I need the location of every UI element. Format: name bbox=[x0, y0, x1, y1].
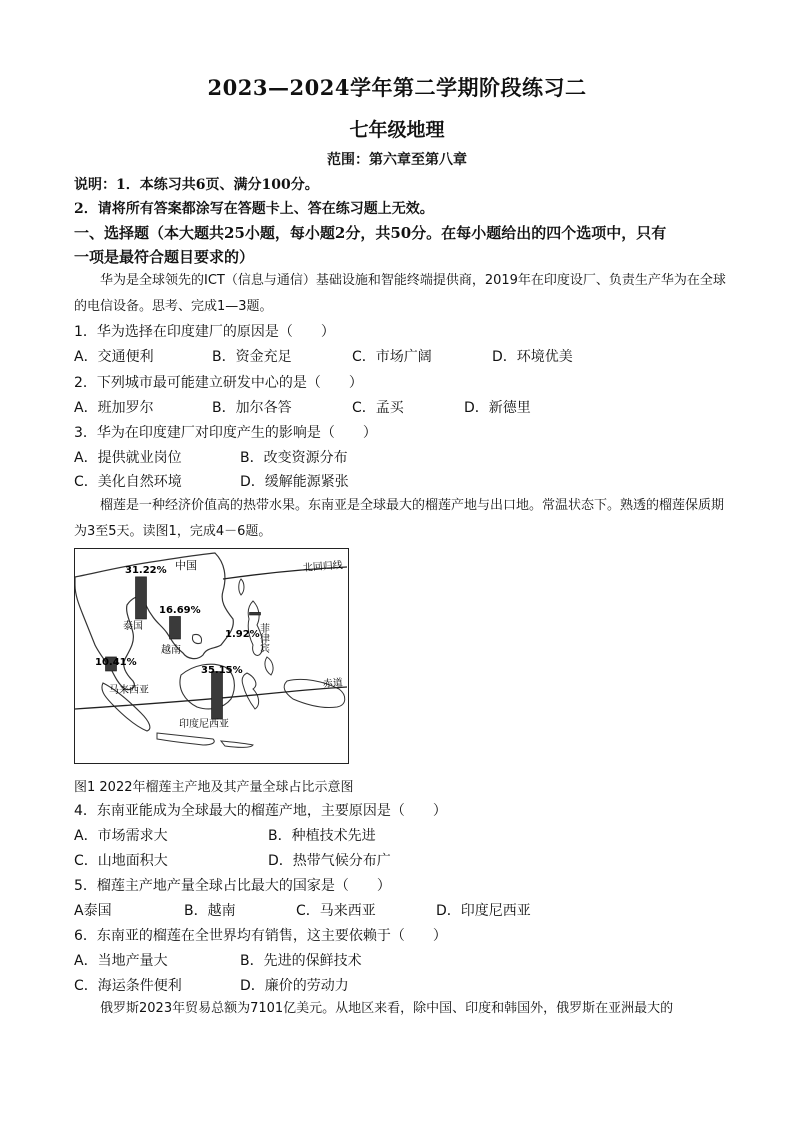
question-2: 2．下列城市最可能建立研发中心的是（ ） bbox=[74, 375, 363, 391]
question-2-options bbox=[74, 397, 531, 417]
bar-越南 bbox=[170, 616, 181, 639]
bar-value-label: 31.22% bbox=[125, 565, 167, 576]
section-heading-line-2: 一项是最符合题目要求的） bbox=[74, 248, 255, 266]
bar-泰国 bbox=[136, 577, 147, 619]
bar-value-label: 16.69% bbox=[159, 605, 201, 616]
q6-option-d: D．廉价的劳动力 bbox=[240, 978, 349, 994]
q4-option-a: A．市场需求大 bbox=[74, 828, 168, 844]
q4-option-b: B．种植技术先进 bbox=[268, 828, 376, 844]
label-vietnam: 越南 bbox=[161, 645, 181, 656]
question-5: 5．榴莲主产地产量全球占比最大的国家是（ ） bbox=[74, 878, 391, 894]
label-equator: 赤道 bbox=[322, 677, 344, 690]
q2-option-b: B．加尔各答 bbox=[212, 400, 292, 416]
exam-subtitle: 七年级地理 bbox=[349, 119, 445, 141]
q2-option-a: A．班加罗尔 bbox=[74, 400, 154, 416]
question-3-options-row-1 bbox=[74, 447, 348, 467]
exam-scope: 范围：第六章至第八章 bbox=[327, 152, 467, 168]
q5-option-b: B．越南 bbox=[184, 903, 236, 919]
label-thailand: 泰国 bbox=[123, 621, 143, 632]
q4-option-d: D．热带气候分布广 bbox=[268, 853, 391, 869]
durian-map bbox=[74, 548, 349, 764]
question-4: 4．东南亚能成为全球最大的榴莲产地，主要原因是（ ） bbox=[74, 803, 447, 819]
q1-option-b: B．资金充足 bbox=[212, 349, 292, 365]
question-3: 3．华为在印度建厂对印度产生的影响是（ ） bbox=[74, 425, 377, 441]
q3-option-a: A．提供就业岗位 bbox=[74, 450, 182, 466]
q3-option-d: D．缓解能源紧张 bbox=[240, 474, 349, 490]
question-1-options bbox=[74, 346, 573, 366]
label-china: 中国 bbox=[175, 559, 197, 572]
q6-option-c: C．海运条件便利 bbox=[74, 978, 182, 994]
sulawesi-outline bbox=[242, 673, 258, 709]
java-outline bbox=[157, 733, 214, 745]
mindanao-outline bbox=[265, 657, 273, 675]
note-line-2: 2．请将所有答案都涂写在答题卡上、答在练习题上无效。 bbox=[74, 201, 434, 217]
lesser-sunda-outline bbox=[221, 741, 253, 747]
passage-russia: 俄罗斯2023年贸易总额为7101亿美元。从地区来看，除中国、印度和韩国外，俄罗斯在亚洲最大的 bbox=[100, 1001, 674, 1016]
note-line-1: 说明：1．本练习共6页、满分100分。 bbox=[74, 177, 319, 193]
bar-value-label: 35.15% bbox=[201, 665, 243, 676]
q2-option-d: D．新德里 bbox=[464, 400, 531, 416]
passage-durian: 榴莲是一种经济价值高的热带水果。东南亚是全球最大的榴莲产地与出口地。常温状态下。熟透的榴莲保质期为3至5天。读图1，完成4－6题。 bbox=[74, 498, 725, 539]
q5-option-c: C．马来西亚 bbox=[296, 903, 376, 919]
exam-title: 2023—2024学年第二学期阶段练习二 bbox=[207, 75, 587, 100]
q2-option-c: C．孟买 bbox=[352, 400, 404, 416]
question-5-options bbox=[74, 900, 531, 920]
map-caption: 图1 2022年榴莲主产地及其产量全球占比示意图 bbox=[74, 780, 354, 795]
question-1: 1．华为选择在印度建厂的原因是（ ） bbox=[74, 324, 335, 340]
question-6-options-row-2 bbox=[74, 975, 349, 995]
bar-value-label: 10.41% bbox=[95, 657, 137, 668]
q6-option-b: B．先进的保鲜技术 bbox=[240, 953, 362, 969]
question-4-options-row-1 bbox=[74, 825, 376, 845]
bar-菲律宾 bbox=[250, 612, 261, 615]
question-3-options-row-2 bbox=[74, 471, 349, 491]
label-tropic: 北回归线 bbox=[302, 560, 344, 574]
question-4-options-row-2 bbox=[74, 850, 391, 870]
question-6: 6．东南亚的榴莲在全世界均有销售，这主要依赖于（ ） bbox=[74, 928, 447, 944]
q1-option-c: C．市场广阔 bbox=[352, 349, 432, 365]
section-heading-line-1: 一、选择题（本大题共25小题，每小题2分，共50分。在每小题给出的四个选项中，只有 bbox=[74, 224, 667, 242]
bar-value-label: 1.92% bbox=[225, 629, 260, 640]
taiwan-outline bbox=[239, 579, 244, 595]
q4-option-c: C．山地面积大 bbox=[74, 853, 168, 869]
q3-option-b: B．改变资源分布 bbox=[240, 450, 348, 466]
q5-option-d: D．印度尼西亚 bbox=[436, 903, 531, 919]
q1-option-a: A．交通便利 bbox=[74, 349, 154, 365]
q6-option-a: A．当地产量大 bbox=[74, 953, 168, 969]
label-indonesia: 印度尼西亚 bbox=[179, 719, 229, 730]
label-philippines: 菲律宾 bbox=[257, 623, 269, 653]
hainan-outline bbox=[192, 634, 201, 643]
q5-option-a: A泰国 bbox=[74, 903, 112, 919]
q3-option-c: C．美化自然环境 bbox=[74, 474, 182, 490]
label-malaysia: 马来西亚 bbox=[109, 685, 149, 696]
q1-option-d: D．环境优美 bbox=[492, 349, 573, 365]
map-svg bbox=[75, 549, 347, 762]
question-6-options-row-1 bbox=[74, 950, 362, 970]
passage-huawei: 华为是全球领先的ICT（信息与通信）基础设施和智能终端提供商，2019年在印度设厂、负责生产华为在全球的电信设备。思考、完成1—3题。 bbox=[74, 273, 726, 314]
bar-印度尼西亚 bbox=[212, 672, 223, 719]
